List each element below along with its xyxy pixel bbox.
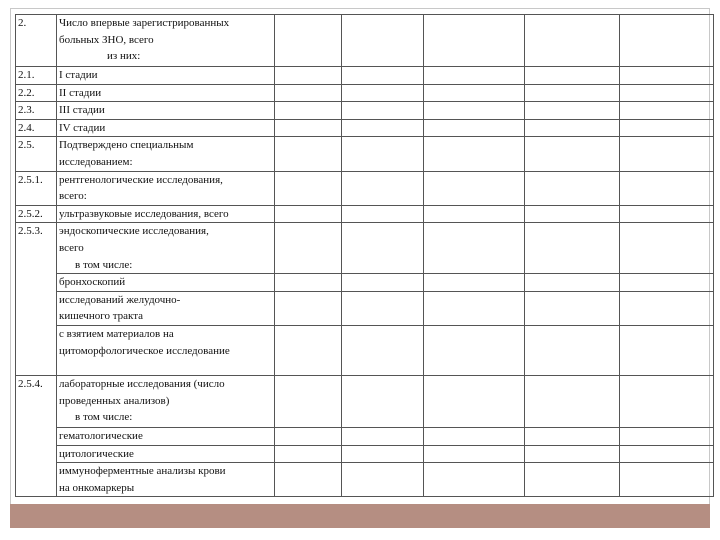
row-number: 2.5.2. [16,205,57,223]
data-cell[interactable] [620,205,714,223]
table-row [16,84,714,102]
data-cell[interactable] [620,223,714,274]
data-cell[interactable] [424,171,525,205]
row-label-line: II стадии [59,86,102,99]
row-number: 2.3. [16,102,57,120]
table-row [16,15,714,67]
table-row [16,375,714,427]
data-cell[interactable] [525,119,620,137]
data-cell[interactable] [275,463,342,497]
data-cell[interactable] [620,325,714,375]
table-row [16,291,714,325]
row-label-line: Подтверждено специальным [59,139,194,152]
data-cell[interactable] [424,205,525,223]
table-row [16,274,714,292]
row-number: 2.5.3. [16,223,57,376]
row-number: 2.1. [16,67,57,85]
data-cell[interactable] [342,463,424,497]
data-cell[interactable] [424,375,525,427]
table-row [16,325,714,375]
data-cell[interactable] [342,205,424,223]
table-row [16,223,714,274]
row-label-line: III стадии [59,104,105,117]
data-cell[interactable] [424,102,525,120]
data-cell[interactable] [275,102,342,120]
data-cell[interactable] [620,463,714,497]
data-cell[interactable] [342,274,424,292]
data-cell[interactable] [620,445,714,463]
data-cell[interactable] [525,375,620,427]
data-cell[interactable] [525,84,620,102]
data-cell[interactable] [525,463,620,497]
data-cell[interactable] [275,137,342,171]
data-cell[interactable] [620,119,714,137]
row-label-line: всего: [59,190,87,203]
data-cell[interactable] [525,15,620,67]
data-cell[interactable] [525,137,620,171]
row-label-line: всего [59,241,84,254]
row-label-line: исследований желудочно- [59,293,181,306]
row-label-line: с взятием материалов на [59,327,174,340]
data-cell[interactable] [424,463,525,497]
table-row [16,445,714,463]
data-cell[interactable] [275,445,342,463]
row-sublabel: из них: [107,50,141,63]
row-label-line: Число впервые зарегистрированных [59,17,230,29]
row-label [57,325,275,375]
data-cell[interactable] [525,274,620,292]
table-row [16,137,714,171]
table-row [16,427,714,445]
data-cell[interactable] [275,205,342,223]
row-label-line: цитоморфологическое исследование [59,344,230,357]
data-cell[interactable] [342,102,424,120]
row-label-line: лабораторные исследования (число [59,377,225,390]
row-label-line: ультразвуковые исследования, всего [59,207,229,220]
data-cell[interactable] [342,67,424,85]
data-cell[interactable] [424,291,525,325]
data-cell[interactable] [525,291,620,325]
data-cell[interactable] [275,291,342,325]
row-label [57,445,275,463]
row-label [57,137,275,171]
row-label [57,15,275,67]
row-label [57,171,275,205]
data-cell[interactable] [620,274,714,292]
row-label-line: бронхоскопий [59,276,126,289]
report-table [15,14,714,497]
row-label [57,427,275,445]
data-cell[interactable] [424,445,525,463]
data-cell[interactable] [424,137,525,171]
row-label [57,102,275,120]
data-cell[interactable] [525,325,620,375]
data-cell[interactable] [424,84,525,102]
data-cell[interactable] [525,67,620,85]
row-label [57,84,275,102]
table-row [16,171,714,205]
data-cell[interactable] [342,119,424,137]
row-label [57,274,275,292]
table-row [16,102,714,120]
data-cell[interactable] [424,427,525,445]
data-cell[interactable] [620,427,714,445]
row-label-line: кишечного тракта [59,310,144,323]
data-cell[interactable] [275,67,342,85]
data-cell[interactable] [525,223,620,274]
row-label-line: эндоскопические исследования, [59,225,209,238]
data-cell[interactable] [275,119,342,137]
data-cell[interactable] [275,84,342,102]
data-cell[interactable] [525,445,620,463]
row-label-line: IV стадии [59,121,106,134]
data-cell[interactable] [525,427,620,445]
row-label [57,463,275,497]
row-label-line: гематологические [59,429,143,442]
data-cell[interactable] [525,205,620,223]
data-cell[interactable] [342,84,424,102]
row-label-line: исследованием: [59,155,133,168]
row-number: 2.5.1. [16,171,57,205]
data-cell[interactable] [342,15,424,67]
data-cell[interactable] [620,137,714,171]
row-number: 2.5. [16,137,57,171]
row-sublabel: в том числе: [75,411,133,424]
data-cell[interactable] [525,102,620,120]
data-cell[interactable] [424,223,525,274]
row-label [57,67,275,85]
data-cell[interactable] [342,445,424,463]
row-label [57,291,275,325]
data-cell[interactable] [620,15,714,67]
row-label [57,375,275,427]
row-label-line: проведенных анализов) [59,394,170,407]
row-number: 2.5.4. [16,375,57,496]
data-cell[interactable] [424,15,525,67]
data-cell[interactable] [342,375,424,427]
data-cell[interactable] [620,291,714,325]
data-cell[interactable] [424,325,525,375]
data-cell[interactable] [424,67,525,85]
row-label-line: цитологические [59,447,134,460]
row-label [57,119,275,137]
table-row [16,119,714,137]
row-number: 2. [16,15,57,67]
row-label [57,223,275,274]
data-cell[interactable] [424,119,525,137]
data-cell[interactable] [424,274,525,292]
table-row [16,205,714,223]
data-cell[interactable] [620,375,714,427]
data-cell[interactable] [275,375,342,427]
table-row [16,463,714,497]
data-cell[interactable] [342,427,424,445]
data-cell[interactable] [620,171,714,205]
data-cell[interactable] [275,325,342,375]
row-number: 2.2. [16,84,57,102]
data-cell[interactable] [525,171,620,205]
data-cell[interactable] [620,67,714,85]
data-cell[interactable] [342,171,424,205]
row-label-line: I стадии [59,69,98,81]
row-label-line: больных ЗНО, всего [59,33,154,46]
data-cell[interactable] [620,102,714,120]
row-number: 2.4. [16,119,57,137]
row-label-line: иммуноферментные анализы крови [59,465,226,478]
data-cell[interactable] [275,15,342,67]
data-cell[interactable] [342,223,424,274]
data-cell[interactable] [342,291,424,325]
data-cell[interactable] [342,325,424,375]
data-cell[interactable] [275,223,342,274]
row-label-line: рентгенологические исследования, [59,173,223,186]
data-cell[interactable] [620,84,714,102]
data-cell[interactable] [275,171,342,205]
row-label [57,205,275,223]
row-label-line: на онкомаркеры [59,481,135,494]
row-sublabel: в том числе: [75,258,133,271]
data-cell[interactable] [342,137,424,171]
table-row [16,67,714,85]
data-cell[interactable] [275,427,342,445]
footer-bar [10,504,710,528]
data-cell[interactable] [275,274,342,292]
